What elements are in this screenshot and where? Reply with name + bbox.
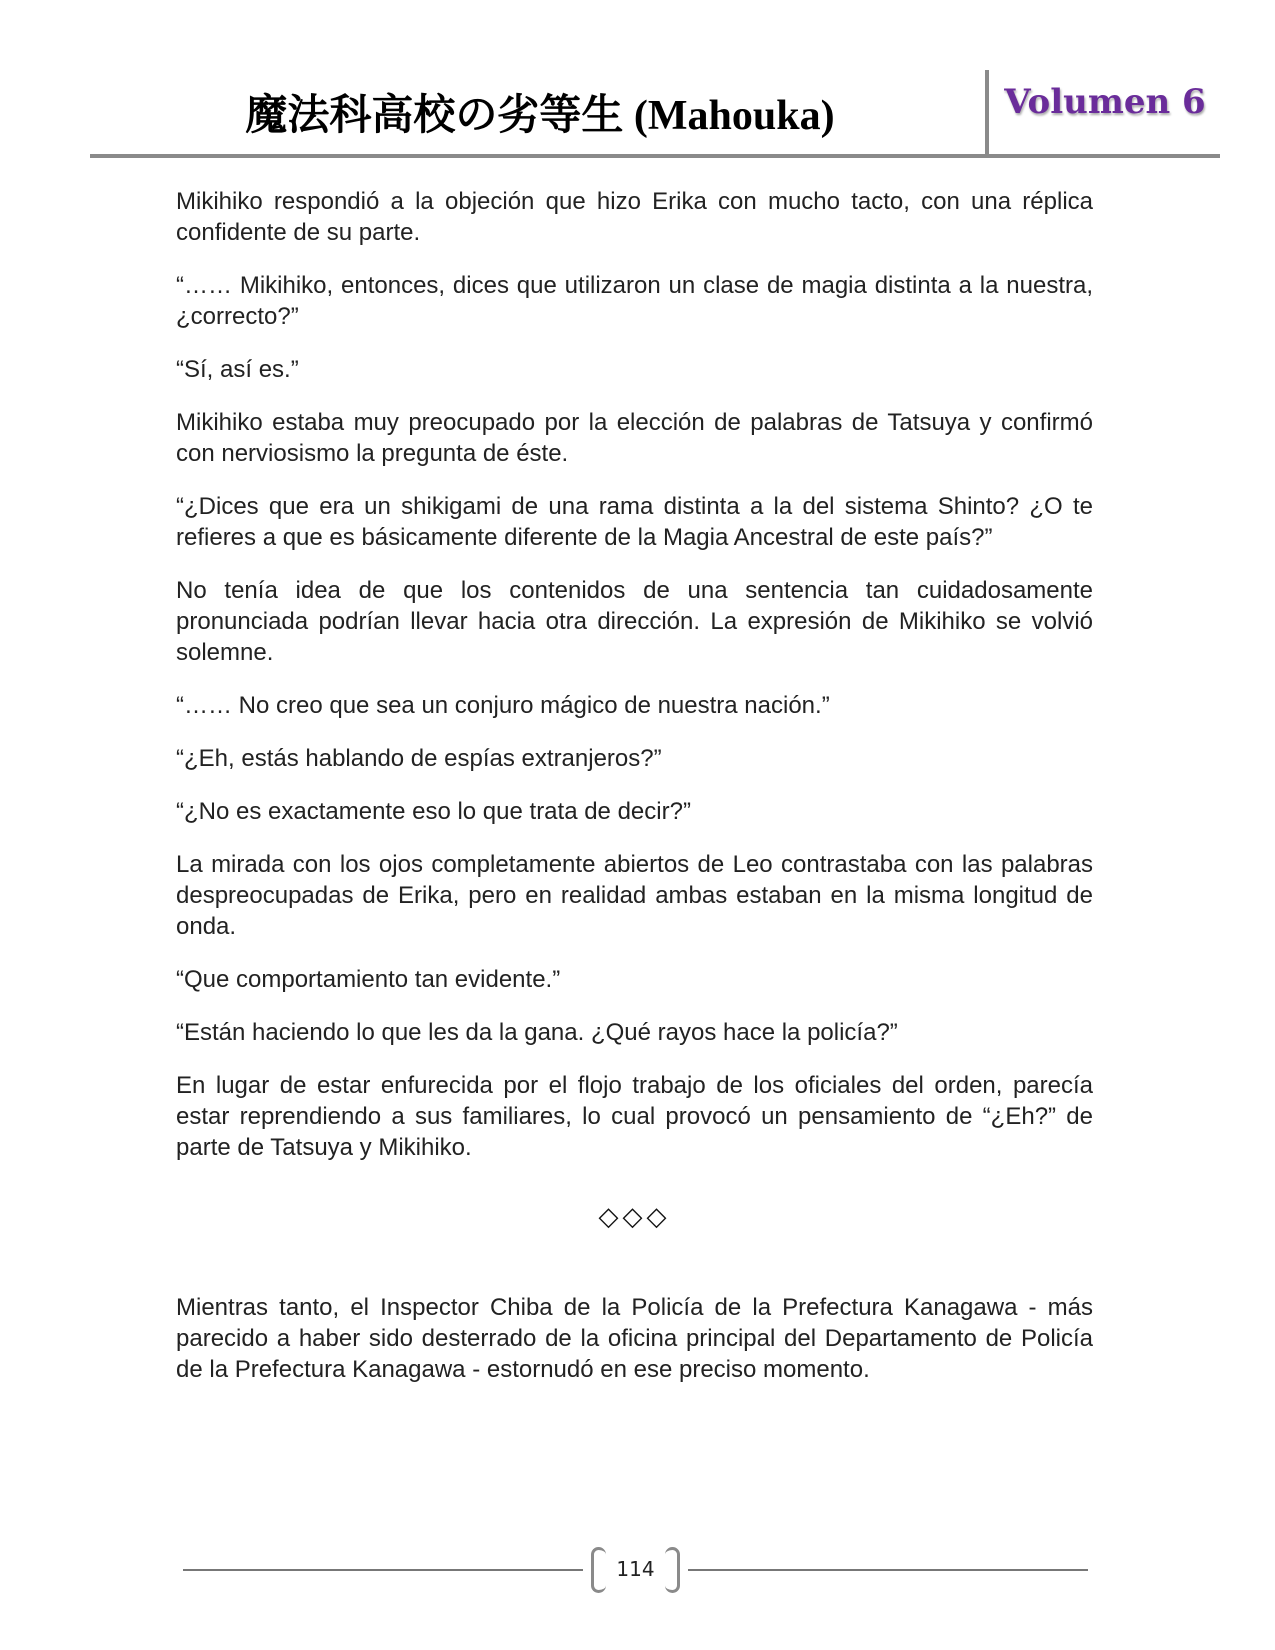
footer-rule-left <box>183 1569 583 1571</box>
page-header <box>90 70 1220 160</box>
header-rule <box>90 154 1220 158</box>
page-footer <box>183 1545 1088 1595</box>
page-number-box <box>583 1545 688 1593</box>
paragraph: Mikihiko estaba muy preocupado por la elección de palabras de Tatsuya y confirmó con nerviosismo la pregunta de éste. <box>176 409 1093 467</box>
paragraph: “Sí, así es.” <box>176 356 299 383</box>
book-title: 魔法科高校の劣等生 (Mahouka) <box>245 93 835 139</box>
paragraph: “Que comportamiento tan evidente.” <box>176 966 561 993</box>
right-brace-icon <box>665 1547 680 1593</box>
paragraph: Mikihiko respondió a la objeción que hizo Erika con mucho tacto, con una réplica confidente de su parte. <box>176 188 1093 246</box>
paragraph: “…… No creo que sea un conjuro mágico de nuestra nación.” <box>176 692 830 719</box>
header-divider <box>985 70 989 156</box>
paragraph: “Están haciendo lo que les da la gana. ¿Qué rayos hace la policía?” <box>176 1019 898 1046</box>
paragraph: “…… Mikihiko, entonces, dices que utilizaron un clase de magia distinta a la nuestra, ¿correcto?” <box>176 272 1093 330</box>
paragraph: En lugar de estar enfurecida por el flojo trabajo de los oficiales del orden, parecía estar reprendiendo a sus familiares, lo cual provocó un pensamiento de “¿Eh?” de parte de Tatsuya y Mikihiko. <box>176 1072 1093 1161</box>
paragraph: No tenía idea de que los contenidos de una sentencia tan cuidadosamente pronunciada podrían llevar hacia otra dirección. La expresión de Mikihiko se volvió solemne. <box>176 577 1093 666</box>
paragraph: “¿No es exactamente eso lo que trata de decir?” <box>176 798 691 825</box>
paragraph: “¿Eh, estás hablando de espías extranjeros?” <box>176 745 662 772</box>
paragraph: “¿Dices que era un shikigami de una rama distinta a la del sistema Shinto? ¿O te refieres a que es básicamente diferente de la Magia Ancestral de este país?” <box>176 493 1093 551</box>
footer-rule-right <box>688 1569 1088 1571</box>
page-body <box>176 186 1093 1407</box>
paragraph: Mientras tanto, el Inspector Chiba de la Policía de la Prefectura Kanagawa - más parecido a haber sido desterrado de la oficina principal del Departamento de Policía de la Prefectura Kanagawa - estornudó en ese preciso momento. <box>176 1294 1093 1383</box>
page-number: 114 <box>616 1557 655 1581</box>
volume-label: Volumen 6 <box>1004 82 1206 122</box>
section-separator: ◇◇◇ <box>598 1201 671 1231</box>
paragraph: La mirada con los ojos completamente abiertos de Leo contrastaba con las palabras despreocupadas de Erika, pero en realidad ambas estaban en la misma longitud de onda. <box>176 851 1093 940</box>
left-brace-icon <box>591 1547 606 1593</box>
